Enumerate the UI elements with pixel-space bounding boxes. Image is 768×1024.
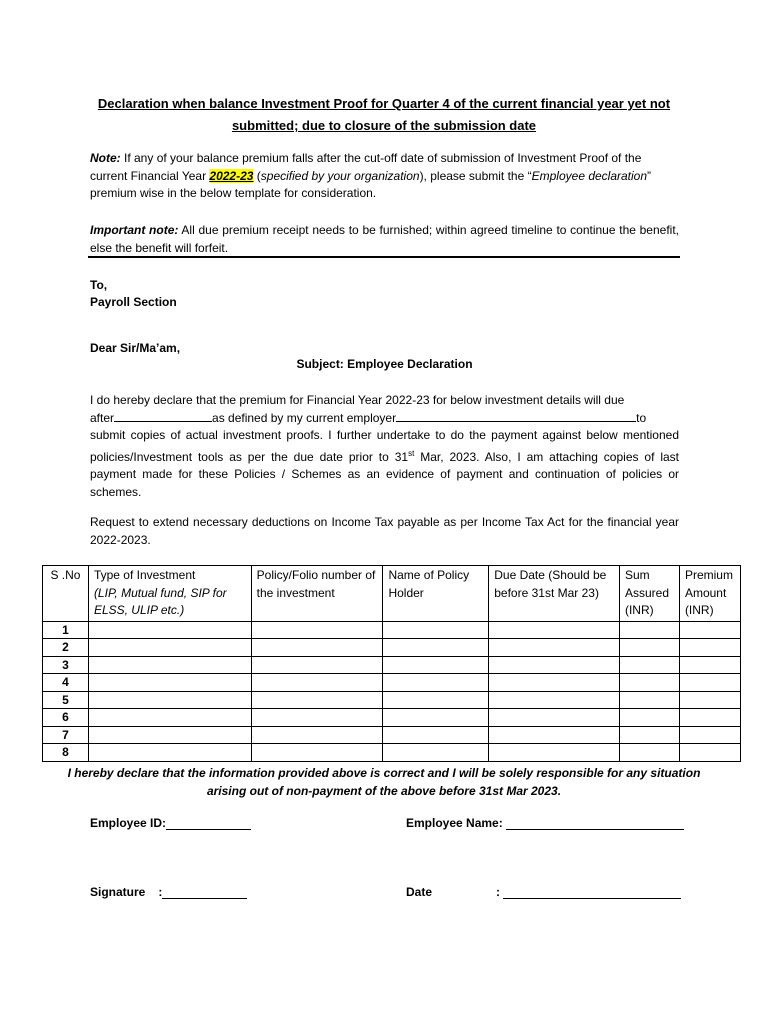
body-sup: st: [408, 448, 415, 458]
section-divider: [88, 256, 680, 258]
cell-type[interactable]: [88, 674, 251, 692]
cell-due-date[interactable]: [489, 709, 620, 727]
row-number: 3: [43, 656, 89, 674]
table-row: [43, 674, 741, 692]
cell-type[interactable]: [88, 621, 251, 639]
header-holder: Name of Policy Holder: [383, 566, 489, 622]
cell-premium[interactable]: [679, 639, 740, 657]
cell-type[interactable]: [88, 744, 251, 762]
body-to: to: [636, 411, 647, 425]
table-row: [43, 639, 741, 657]
cell-holder[interactable]: [383, 744, 489, 762]
cell-holder[interactable]: [383, 674, 489, 692]
signature-label: Signature: [90, 885, 146, 899]
cell-type[interactable]: [88, 656, 251, 674]
cell-policy[interactable]: [251, 674, 383, 692]
cell-holder[interactable]: [383, 639, 489, 657]
note-text-2: (: [253, 168, 261, 183]
table-row: [43, 709, 741, 727]
cell-premium[interactable]: [679, 621, 740, 639]
signature-field: [90, 885, 247, 899]
employee-id-field: [90, 816, 251, 830]
cell-type[interactable]: [88, 691, 251, 709]
request-paragraph: Request to extend necessary deductions on Income Tax payable as per Income Tax Act for the financial year 2022-2023.: [90, 515, 679, 547]
important-note-label: Important note:: [90, 223, 179, 237]
cell-holder[interactable]: [383, 621, 489, 639]
self-declaration-statement: I hereby declare that the information provided above is correct and I will be solely responsible for any situation arising out of non-payment of the above before 31st Mar 2023.: [67, 766, 701, 798]
signature-colon: :: [158, 885, 163, 899]
cell-policy[interactable]: [251, 744, 383, 762]
cell-sum-assured[interactable]: [619, 656, 679, 674]
cell-due-date[interactable]: [489, 726, 620, 744]
row-number: 6: [43, 709, 89, 727]
cell-premium[interactable]: [679, 691, 740, 709]
table-row: [43, 656, 741, 674]
row-number: 4: [43, 674, 89, 692]
header-type-sub: (LIP, Mutual fund, SIP for ELSS, ULIP etc.): [93, 585, 227, 617]
header-sno: S .No: [43, 566, 89, 622]
cell-type[interactable]: [88, 639, 251, 657]
cell-type[interactable]: [88, 726, 251, 744]
employer-blank[interactable]: [396, 409, 636, 422]
cell-premium[interactable]: [679, 674, 740, 692]
header-sum-assured: Sum Assured (INR): [619, 566, 679, 622]
header-type-label: Type of Investment: [93, 568, 196, 582]
table-row: [43, 691, 741, 709]
date-line[interactable]: [503, 885, 681, 899]
cell-due-date[interactable]: [489, 656, 620, 674]
financial-year-highlight: 2022-23: [209, 168, 254, 183]
note-italic-2: Employee declaration: [531, 168, 648, 183]
body-rest-1: submit copies of actual investment proofs. I further undertake to do the payment against below mentioned policies/Investment tools as per the due date prior to 31: [90, 428, 679, 464]
table-row: [43, 744, 741, 762]
note-paragraph: [90, 150, 679, 203]
cell-premium[interactable]: [679, 656, 740, 674]
date-colon: :: [496, 885, 501, 899]
note-text-1: If any of your balance premium falls after the cut-off date of submission of Investment Proof of the current Financial Year: [90, 151, 642, 183]
header-type: [88, 566, 251, 622]
cell-sum-assured[interactable]: [619, 709, 679, 727]
note-text-3: ), please submit the “: [419, 168, 532, 183]
table-row: [43, 726, 741, 744]
table-row: [43, 621, 741, 639]
cell-holder[interactable]: [383, 656, 489, 674]
cell-holder[interactable]: [383, 691, 489, 709]
header-due-date: Due Date (Should be before 31st Mar 23): [489, 566, 620, 622]
employee-name-label: Employee Name:: [406, 816, 503, 830]
address-section: Payroll Section: [90, 295, 177, 309]
investment-table: [42, 565, 741, 762]
cell-policy[interactable]: [251, 621, 383, 639]
cell-sum-assured[interactable]: [619, 674, 679, 692]
header-premium: Premium Amount (INR): [679, 566, 740, 622]
date-field: [406, 885, 681, 899]
cell-due-date[interactable]: [489, 674, 620, 692]
cell-due-date[interactable]: [489, 744, 620, 762]
cell-type[interactable]: [88, 709, 251, 727]
header-policy: Policy/Folio number of the investment: [251, 566, 383, 622]
declaration-body-line-2: [90, 409, 679, 428]
body-after: after: [90, 411, 115, 425]
row-number: 2: [43, 639, 89, 657]
cell-policy[interactable]: [251, 726, 383, 744]
employee-id-label: Employee ID:: [90, 816, 167, 830]
cell-holder[interactable]: [383, 726, 489, 744]
cell-policy[interactable]: [251, 691, 383, 709]
document-title-line-1: Declaration when balance Investment Proof for Quarter 4 of the current financial year yet not: [97, 96, 671, 111]
body-defined: as defined by my current employer: [212, 411, 397, 425]
declaration-body-rest: [90, 427, 679, 501]
document-title-line-2: submitted; due to closure of the submission date: [231, 118, 537, 133]
note-label: Note:: [90, 151, 121, 165]
cell-sum-assured[interactable]: [619, 744, 679, 762]
cell-due-date[interactable]: [489, 639, 620, 657]
row-number: 8: [43, 744, 89, 762]
important-note-text: All due premium receipt needs to be furnished; within agreed timeline to continue the benefit, else the benefit will forfeit.: [90, 223, 679, 255]
due-after-blank[interactable]: [114, 409, 212, 422]
cell-premium[interactable]: [679, 709, 740, 727]
subject-line: Subject: Employee Declaration: [296, 357, 473, 371]
address-to: To,: [90, 278, 108, 292]
note-text-4: ” premium wise in the below template for consideration.: [90, 168, 652, 200]
row-number: 5: [43, 691, 89, 709]
cell-premium[interactable]: [679, 726, 740, 744]
body-rest-2: Mar, 2023. Also, I am attaching copies of last payment made for these Policies / Schemes as an evidence of payment and continuation of policies or schemes.: [90, 449, 680, 499]
cell-holder[interactable]: [383, 709, 489, 727]
row-number: 1: [43, 621, 89, 639]
employee-name-line[interactable]: [506, 816, 684, 830]
cell-due-date[interactable]: [489, 691, 620, 709]
cell-premium[interactable]: [679, 744, 740, 762]
salutation: Dear Sir/Ma’am,: [90, 341, 181, 355]
note-italic: specified by your organization: [260, 168, 420, 183]
cell-sum-assured[interactable]: [619, 621, 679, 639]
employee-name-field: [406, 816, 684, 830]
cell-due-date[interactable]: [489, 621, 620, 639]
cell-sum-assured[interactable]: [619, 726, 679, 744]
table-header-row: [43, 566, 741, 622]
cell-sum-assured[interactable]: [619, 639, 679, 657]
signature-line[interactable]: [162, 885, 247, 899]
cell-sum-assured[interactable]: [619, 691, 679, 709]
important-note-paragraph: [90, 222, 679, 257]
cell-policy[interactable]: [251, 709, 383, 727]
row-number: 7: [43, 726, 89, 744]
cell-policy[interactable]: [251, 656, 383, 674]
employee-id-line[interactable]: [166, 816, 251, 830]
date-label: Date: [406, 885, 433, 899]
cell-policy[interactable]: [251, 639, 383, 657]
declaration-body-line-1: I do hereby declare that the premium for Financial Year 2022-23 for below investment details will due: [90, 393, 625, 407]
